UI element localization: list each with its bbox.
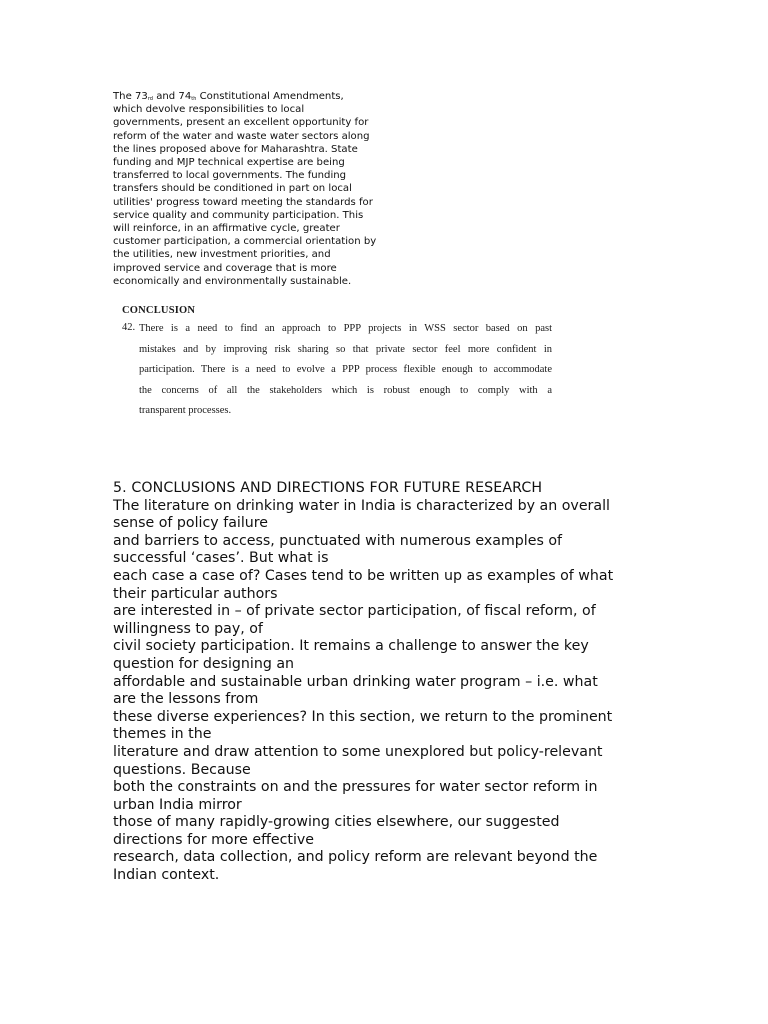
text-line: There is a need to find an approach to PPP projects in WSS sector based on past: [139, 323, 552, 334]
text-line: literature and draw attention to some unexplored but policy-relevant: [113, 743, 603, 760]
text-line: governments, present an excellent opportunity for: [113, 117, 369, 129]
text-line: improved service and coverage that is more: [113, 262, 337, 274]
text-line: transparent processes.: [139, 405, 232, 417]
section-five: [113, 480, 653, 885]
text-line: funding and MJP technical expertise are being: [113, 157, 345, 169]
text-line: question for designing an: [113, 655, 295, 672]
amendments-first-line: [113, 90, 423, 103]
text-line: the concerns of all the stakeholders which is robust enough to comply with a: [139, 384, 552, 396]
text-line: their particular authors: [113, 585, 278, 602]
amendments-intro-text: The 73: [113, 91, 148, 102]
text-line: urban India mirror: [113, 796, 242, 813]
amendments-intro-text: Constitutional Amendments,: [196, 91, 344, 102]
text-line: research, data collection, and policy reform are relevant beyond the: [113, 849, 598, 866]
text-line: Indian context.: [113, 867, 220, 884]
text-line: willingness to pay, of: [113, 620, 263, 637]
text-line: those of many rapidly-growing cities elsewhere, our suggested: [113, 814, 560, 831]
text-line: civil society participation. It remains a challenge to answer the key: [113, 638, 589, 655]
section-heading: 5. CONCLUSIONS AND DIRECTIONS FOR FUTURE RESEARCH: [113, 480, 543, 496]
conclusion-excerpt: [122, 305, 552, 425]
text-line: transferred to local governments. The funding: [113, 170, 347, 182]
ordinal-suffix: rd: [147, 96, 153, 102]
text-line: the utilities, new investment priorities, and: [113, 249, 331, 261]
paragraph-number: 42.: [122, 322, 136, 333]
text-line: The literature on drinking water in India is characterized by an overall: [113, 497, 610, 514]
amendments-paragraph: [113, 90, 423, 288]
text-line: customer participation, a commercial orientation by: [113, 236, 377, 248]
text-line: sense of policy failure: [113, 515, 269, 532]
conclusion-paragraph: [122, 322, 552, 425]
text-line: participation. There is a need to evolve a PPP process flexible enough to accommodate: [139, 364, 552, 376]
text-line: themes in the: [113, 726, 212, 743]
text-line: questions. Because: [113, 761, 251, 778]
text-line: successful ‘cases’. But what is: [113, 550, 329, 567]
text-line: economically and environmentally sustainable.: [113, 275, 352, 287]
text-line: service quality and community participation. This: [113, 209, 364, 221]
text-line: mistakes and by improving risk sharing so that private sector feel more confident in: [139, 343, 552, 355]
text-line: transfers should be conditioned in part on local: [113, 183, 352, 195]
text-line: utilities' progress toward meeting the standards for: [113, 196, 373, 208]
text-line: and barriers to access, punctuated with numerous examples of: [113, 532, 563, 549]
conclusion-title: CONCLUSION: [122, 305, 196, 316]
text-line: will reinforce, in an affirmative cycle, greater: [113, 223, 340, 235]
text-line: the lines proposed above for Maharashtra. State: [113, 143, 358, 155]
amendments-intro-text: and 74: [152, 91, 192, 102]
text-line: these diverse experiences? In this section, we return to the prominent: [113, 708, 613, 725]
text-line: which devolve responsibilities to local: [113, 104, 305, 116]
text-line: are interested in – of private sector participation, of fiscal reform, of: [113, 603, 596, 620]
text-line: both the constraints on and the pressures for water sector reform in: [113, 779, 598, 796]
text-line: reform of the water and waste water sectors along: [113, 130, 370, 142]
text-line: affordable and sustainable urban drinking water program – i.e. what: [113, 673, 598, 690]
text-line: directions for more effective: [113, 831, 315, 848]
text-line: each case a case of? Cases tend to be written up as examples of what: [113, 567, 614, 584]
ordinal-suffix: th: [191, 96, 197, 102]
text-line: are the lessons from: [113, 691, 259, 708]
